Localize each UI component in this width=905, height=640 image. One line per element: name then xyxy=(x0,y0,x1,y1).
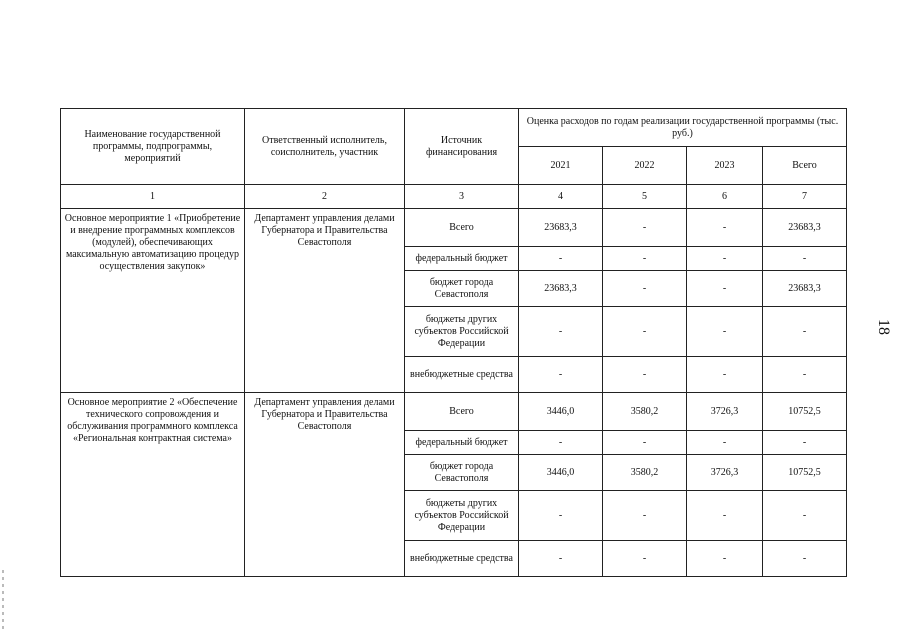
amount-cell: - xyxy=(763,541,847,577)
header-year-2023: 2023 xyxy=(687,147,763,185)
index-cell: 7 xyxy=(763,185,847,209)
amount-cell: - xyxy=(687,431,763,455)
amount-cell: 10752,5 xyxy=(763,455,847,491)
amount-cell: - xyxy=(603,431,687,455)
amount-cell: - xyxy=(687,357,763,393)
amount-cell: - xyxy=(763,357,847,393)
funding-source-cell: бюджеты других субъектов Российской Федерации xyxy=(405,491,519,541)
index-row xyxy=(61,185,847,209)
amount-cell: - xyxy=(763,491,847,541)
scan-margin-mark xyxy=(2,570,4,630)
amount-cell: - xyxy=(519,357,603,393)
amount-cell: 3726,3 xyxy=(687,393,763,431)
table-row xyxy=(61,393,847,431)
amount-cell: - xyxy=(687,541,763,577)
header-year-2021: 2021 xyxy=(519,147,603,185)
funding-source-cell: Всего xyxy=(405,209,519,247)
amount-cell: - xyxy=(519,307,603,357)
program-name-cell: Основное мероприятие 1 «Приобретение и внедрение программных комплексов (модулей), обеспечивающих максимальную автоматизацию процедур осуществления закупок» xyxy=(61,209,245,393)
amount-cell: - xyxy=(603,271,687,307)
header-executor: Ответственный исполнитель, соисполнитель, участник xyxy=(245,109,405,185)
amount-cell: - xyxy=(687,209,763,247)
amount-cell: - xyxy=(763,247,847,271)
funding-source-cell: бюджеты других субъектов Российской Федерации xyxy=(405,307,519,357)
amount-cell: 10752,5 xyxy=(763,393,847,431)
amount-cell: - xyxy=(519,541,603,577)
amount-cell: - xyxy=(603,357,687,393)
header-expense-estimate: Оценка расходов по годам реализации государственной программы (тыс. руб.) xyxy=(519,109,847,147)
index-cell: 6 xyxy=(687,185,763,209)
header-total: Всего xyxy=(763,147,847,185)
funding-source-cell: внебюджетные средства xyxy=(405,541,519,577)
table-row xyxy=(61,209,847,247)
amount-cell: 3726,3 xyxy=(687,455,763,491)
program-name-cell: Основное мероприятие 2 «Обеспечение технического сопровождения и обслуживания программного комплекса «Региональная контрактная система» xyxy=(61,393,245,577)
amount-cell: 23683,3 xyxy=(763,209,847,247)
header-year-2022: 2022 xyxy=(603,147,687,185)
index-cell: 4 xyxy=(519,185,603,209)
funding-source-cell: бюджет города Севастополя xyxy=(405,271,519,307)
amount-cell: 3580,2 xyxy=(603,393,687,431)
funding-source-cell: Всего xyxy=(405,393,519,431)
amount-cell: - xyxy=(603,307,687,357)
index-cell: 3 xyxy=(405,185,519,209)
header-program-name: Наименование государственной программы, подпрограммы, мероприятий xyxy=(61,109,245,185)
amount-cell: 23683,3 xyxy=(763,271,847,307)
amount-cell: - xyxy=(519,431,603,455)
amount-cell: - xyxy=(519,491,603,541)
page-number: 18 xyxy=(875,319,892,335)
amount-cell: - xyxy=(687,247,763,271)
index-cell: 1 xyxy=(61,185,245,209)
amount-cell: - xyxy=(603,541,687,577)
amount-cell: - xyxy=(603,247,687,271)
index-cell: 5 xyxy=(603,185,687,209)
amount-cell: - xyxy=(763,431,847,455)
header-row xyxy=(61,109,847,147)
amount-cell: 3446,0 xyxy=(519,393,603,431)
amount-cell: - xyxy=(603,491,687,541)
amount-cell: - xyxy=(603,209,687,247)
funding-source-cell: федеральный бюджет xyxy=(405,247,519,271)
amount-cell: 3446,0 xyxy=(519,455,603,491)
budget-table xyxy=(60,108,847,577)
funding-source-cell: бюджет города Севастополя xyxy=(405,455,519,491)
amount-cell: 3580,2 xyxy=(603,455,687,491)
amount-cell: - xyxy=(687,271,763,307)
table-body xyxy=(61,109,847,577)
header-funding-source: Источник финансирования xyxy=(405,109,519,185)
funding-source-cell: внебюджетные средства xyxy=(405,357,519,393)
amount-cell: - xyxy=(687,491,763,541)
amount-cell: 23683,3 xyxy=(519,271,603,307)
index-cell: 2 xyxy=(245,185,405,209)
amount-cell: - xyxy=(763,307,847,357)
executor-cell: Департамент управления делами Губернатора и Правительства Севастополя xyxy=(245,393,405,577)
executor-cell: Департамент управления делами Губернатора и Правительства Севастополя xyxy=(245,209,405,393)
amount-cell: - xyxy=(519,247,603,271)
funding-source-cell: федеральный бюджет xyxy=(405,431,519,455)
amount-cell: - xyxy=(687,307,763,357)
amount-cell: 23683,3 xyxy=(519,209,603,247)
